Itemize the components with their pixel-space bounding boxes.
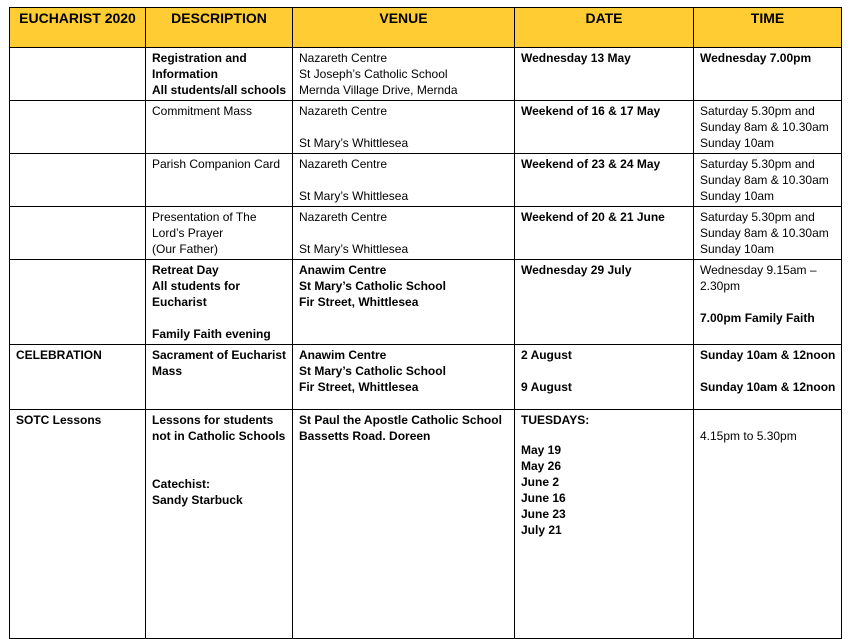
description-line: Parish Companion Card [152, 157, 281, 171]
time-line: Saturday 5.30pm and [700, 104, 815, 118]
description-line: Information [152, 67, 218, 81]
table-row [10, 154, 842, 207]
table-row [10, 207, 842, 260]
row-label [10, 154, 146, 207]
description-line: All students/all schools [152, 83, 287, 97]
venue-line: St Mary’s Catholic School [299, 364, 446, 378]
date-cell [515, 260, 694, 345]
row-label [10, 260, 146, 345]
time-line: Sunday 10am [700, 189, 775, 203]
description-line: Registration and [152, 51, 247, 65]
description-cell [146, 154, 293, 207]
table-row [10, 260, 842, 345]
table-row [10, 345, 842, 410]
row-label [10, 48, 146, 101]
venue-line: St Mary’s Catholic School [299, 279, 446, 293]
table-row [10, 48, 842, 101]
header-venue: VENUE [293, 8, 515, 48]
time-cell [694, 410, 842, 639]
row-label [10, 207, 146, 260]
time-line: 4.15pm to 5.30pm [700, 429, 797, 443]
description-line: (Our Father) [152, 242, 219, 256]
date-cell [515, 101, 694, 154]
date-line: July 21 [521, 523, 562, 537]
header-description: DESCRIPTION [146, 8, 293, 48]
time-line: Wednesday 9.15am – [700, 263, 817, 277]
description-line: Eucharist [152, 295, 207, 309]
time-line: Sunday 8am & 10.30am [700, 120, 829, 134]
date-cell [515, 410, 694, 639]
date-line: Wednesday 13 May [521, 51, 631, 65]
venue-line: Anawim Centre [299, 348, 387, 362]
description-line: Mass [152, 364, 183, 378]
time-line: Sunday 8am & 10.30am [700, 173, 829, 187]
description-line: Sacrament of Eucharist [152, 348, 287, 362]
venue-line: St Mary’s Whittlesea [299, 136, 409, 150]
date-cell [515, 207, 694, 260]
description-cell [146, 410, 293, 639]
date-cell [515, 345, 694, 410]
description-cell [146, 345, 293, 410]
date-line: May 26 [521, 459, 562, 473]
date-line: Weekend of 23 & 24 May [521, 157, 661, 171]
venue-line: Nazareth Centre [299, 51, 388, 65]
venue-line: St Paul the Apostle Catholic School [299, 413, 502, 427]
venue-cell [293, 48, 515, 101]
time-cell [694, 101, 842, 154]
date-line: Weekend of 16 & 17 May [521, 104, 661, 118]
description-line: Lord’s Prayer [152, 226, 224, 240]
date-line: May 19 [521, 443, 562, 457]
time-cell [694, 260, 842, 345]
description-line: Lessons for students [152, 413, 274, 427]
time-cell [694, 345, 842, 410]
time-cell [694, 207, 842, 260]
venue-cell [293, 207, 515, 260]
venue-line: Nazareth Centre [299, 157, 388, 171]
venue-line: Nazareth Centre [299, 104, 388, 118]
row-label: CELEBRATION [10, 345, 146, 410]
description-line: Sandy Starbuck [152, 493, 243, 507]
description-line: Commitment Mass [152, 104, 253, 118]
venue-line: Anawim Centre [299, 263, 387, 277]
venue-cell [293, 260, 515, 345]
date-line: June 16 [521, 491, 566, 505]
time-line: Sunday 10am & 12noon [700, 348, 836, 362]
time-line: 7.00pm Family Faith [700, 311, 815, 325]
venue-line: Fir Street, Whittlesea [299, 380, 419, 394]
table-row [10, 101, 842, 154]
date-line: Wednesday 29 July [521, 263, 632, 277]
time-line: Sunday 10am [700, 242, 775, 256]
table-row [10, 410, 842, 639]
venue-cell [293, 101, 515, 154]
time-line: Saturday 5.30pm and [700, 210, 815, 224]
row-label [10, 101, 146, 154]
description-line: All students for [152, 279, 241, 293]
description-cell [146, 207, 293, 260]
header-row [10, 8, 842, 48]
date-cell [515, 154, 694, 207]
header-eucharist-2020: EUCHARIST 2020 [10, 8, 146, 48]
description-cell [146, 48, 293, 101]
venue-cell [293, 410, 515, 639]
description-line: Catechist: [152, 477, 211, 491]
description-line: Presentation of The [152, 210, 257, 224]
venue-line: Mernda Village Drive, Mernda [299, 83, 458, 97]
date-cell [515, 48, 694, 101]
time-cell [694, 48, 842, 101]
venue-line: Bassetts Road. Doreen [299, 429, 431, 443]
time-line: Sunday 10am & 12noon [700, 380, 836, 394]
description-cell [146, 101, 293, 154]
date-line: June 2 [521, 475, 560, 489]
venue-line: Fir Street, Whittlesea [299, 295, 419, 309]
description-cell [146, 260, 293, 345]
date-line: Weekend of 20 & 21 June [521, 210, 665, 224]
venue-line: St Mary’s Whittlesea [299, 242, 409, 256]
time-line: Sunday 10am [700, 136, 775, 150]
time-line: Wednesday 7.00pm [700, 51, 812, 65]
venue-cell [293, 345, 515, 410]
description-line: not in Catholic Schools [152, 429, 286, 443]
venue-cell [293, 154, 515, 207]
time-line: 2.30pm [700, 279, 741, 293]
venue-line: St Joseph’s Catholic School [299, 67, 448, 81]
date-line: June 23 [521, 507, 566, 521]
header-date: DATE [515, 8, 694, 48]
time-line: Sunday 8am & 10.30am [700, 226, 829, 240]
time-line: Saturday 5.30pm and [700, 157, 815, 171]
header-time: TIME [694, 8, 842, 48]
time-cell [694, 154, 842, 207]
venue-line: Nazareth Centre [299, 210, 388, 224]
description-line: Family Faith evening [152, 327, 271, 341]
description-line: Retreat Day [152, 263, 219, 277]
venue-line: St Mary’s Whittlesea [299, 189, 409, 203]
date-line: TUESDAYS: [521, 413, 590, 427]
row-label: SOTC Lessons [10, 410, 146, 639]
eucharist-schedule-table [9, 7, 842, 639]
date-line: 2 August [521, 348, 572, 362]
date-line: 9 August [521, 380, 572, 394]
